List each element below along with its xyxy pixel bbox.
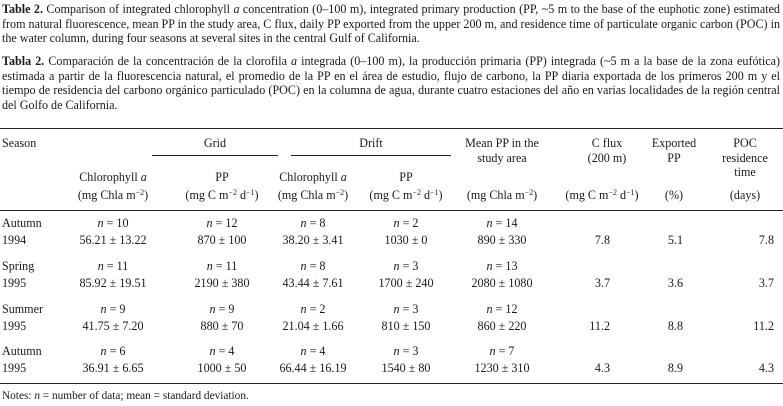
subheader-grid-pp-units: (mg C $m^{-2}$ $d^{-1}$) [185,188,259,202]
row-poc: 3.7 [758,276,774,290]
caption-spanish-label: Tabla 2. [2,54,45,68]
caption-english-label: Table 2. [2,2,43,16]
row-exported: 8.9 [667,361,683,375]
row-n-count: n = 8 [300,259,326,273]
row-value-mean: 890 ± 330 [477,233,527,247]
row-value-grid-chl: 85.92 ± 19.51 [79,276,147,290]
row-poc: 7.8 [758,233,774,247]
subheader-drift-pp-units: (mg C $m^{-2}$ $d^{-1}$) [369,188,443,202]
row-poc: 4.3 [758,361,774,375]
row-n-count: n = 8 [300,216,326,230]
row-n-count: n = 14 [486,216,518,230]
caption-spanish [2,54,780,112]
row-season: Spring [2,259,35,273]
row-c-flux: 3.7 [594,276,610,290]
caption-english-text: Comparison of integrated chlorophyll [46,2,234,16]
row-value-grid-chl: 36.91 ± 6.65 [82,361,144,375]
header-c-flux: C flux (200 m) [587,136,627,165]
row-n-count: n = 3 [393,344,419,358]
caption-spanish-text-rest: integrada (0–100 m), la producción primaria (PP) integrada (~5 m a la base de la zona eufótica) estimada a partir de la fluorescencia natural, el promedio de la PP en el área de estudio, flujo de carbono, la PP diaria exportada de los primeros 200 m y el tiempo de residencia del carbono orgánico particulado (POC) en la columna de agua, durante cuatro estaciones del año en varias localidades de la región central del Golfo de California. [2,54,781,112]
row-n-count: n = 7 [489,344,515,358]
header-poc-residence: POC residence time [722,136,768,180]
row-season: Autumn [2,216,42,230]
row-value-drift-pp: 1700 ± 240 [378,276,434,290]
row-season: Summer [2,302,43,316]
caption-spanish-italic-a: a [291,54,298,68]
subheader-grid-chlorophyll: Chlorophyll a [79,170,147,184]
row-exported: 8.8 [667,319,683,333]
subheader-grid-pp: PP [215,170,229,184]
caption-english [2,2,780,46]
row-n-count: n = 9 [100,302,126,316]
row-n-count: n = 11 [97,259,129,273]
row-year: 1995 [2,276,27,290]
row-c-flux: 11.2 [589,319,610,333]
drift-group-rule [291,155,451,156]
header-drift: Drift [359,136,383,150]
row-value-grid-pp: 870 ± 100 [197,233,247,247]
row-value-drift-chl: 43.44 ± 7.61 [282,276,344,290]
header-exported-pp: Exported PP [651,136,697,165]
row-exported: 5.1 [667,233,683,247]
row-year: 1995 [2,361,27,375]
grid-group-rule [152,155,278,156]
row-value-drift-chl: 38.20 ± 3.41 [282,233,344,247]
row-exported: 3.6 [667,276,683,290]
row-poc: 11.2 [753,319,774,333]
subheader-drift-chl-units: (mg Chla $m^{-2}$) [277,188,349,202]
row-value-grid-pp: 1000 ± 50 [197,361,247,375]
row-value-grid-chl: 41.75 ± 7.20 [82,319,144,333]
row-year: 1994 [2,233,27,247]
row-n-count: n = 2 [300,302,326,316]
subheader-poc-units: (days) [729,188,761,202]
table-top-rule [0,128,783,129]
row-n-count: n = 4 [300,344,326,358]
row-c-flux: 4.3 [594,361,610,375]
row-n-count: n = 3 [393,259,419,273]
row-value-grid-chl: 56.21 ± 13.22 [79,233,147,247]
row-value-mean: 860 ± 220 [477,319,527,333]
row-value-drift-chl: 21.04 ± 1.66 [282,319,344,333]
table-notes: Notes: n = number of data; mean = standard deviation. [2,390,249,402]
subheader-exported-units: (%) [664,188,684,202]
subheader-grid-chl-units: (mg Chla $m^{-2}$) [77,188,149,202]
row-value-drift-pp: 1540 ± 80 [381,361,431,375]
subheader-flux-units: (mg C $m^{-2}$ $d^{-1}$) [565,188,639,202]
row-value-drift-pp: 810 ± 150 [381,319,431,333]
row-c-flux: 7.8 [594,233,610,247]
row-year: 1995 [2,319,27,333]
header-bottom-rule [0,210,783,211]
row-n-count: n = 9 [209,302,235,316]
subheader-drift-chlorophyll: Chlorophyll a [279,170,347,184]
caption-spanish-text: Comparación de la concentración de la clorofila [48,54,292,68]
header-season: Season [2,136,37,150]
row-n-count: n = 4 [209,344,235,358]
caption-english-text-rest: concentration (0–100 m), integrated primary production (PP, ~5 m to the base of the euphotic zone) estimated from natural fluorescence, mean PP in the study area, C flux, daily PP exported from the upper 200 m, and residence time of particulate organic carbon (POC) in the water column, during four seasons at several sites in the central Gulf of California. [2,2,780,46]
row-n-count: n = 10 [97,216,129,230]
row-n-count: n = 6 [100,344,126,358]
row-n-count: n = 13 [486,259,518,273]
table-bottom-rule [0,383,783,384]
row-value-drift-chl: 66.44 ± 16.19 [279,361,347,375]
row-n-count: n = 2 [393,216,419,230]
row-n-count: n = 12 [206,216,238,230]
row-n-count: n = 11 [206,259,238,273]
row-n-count: n = 3 [393,302,419,316]
subheader-drift-pp: PP [399,170,413,184]
row-value-grid-pp: 2190 ± 380 [194,276,250,290]
caption-english-italic-a: a [233,2,240,16]
row-value-drift-pp: 1030 ± 0 [384,233,428,247]
row-season: Autumn [2,344,42,358]
header-mean-pp: Mean PP in the study area [465,136,539,165]
row-value-grid-pp: 880 ± 70 [200,319,244,333]
row-value-mean: 2080 ± 1080 [471,276,533,290]
row-value-mean: 1230 ± 310 [474,361,530,375]
subheader-mean-units: (mg Chla $m^{-2}$) [466,188,538,202]
row-n-count: n = 12 [486,302,518,316]
header-grid: Grid [203,136,227,150]
